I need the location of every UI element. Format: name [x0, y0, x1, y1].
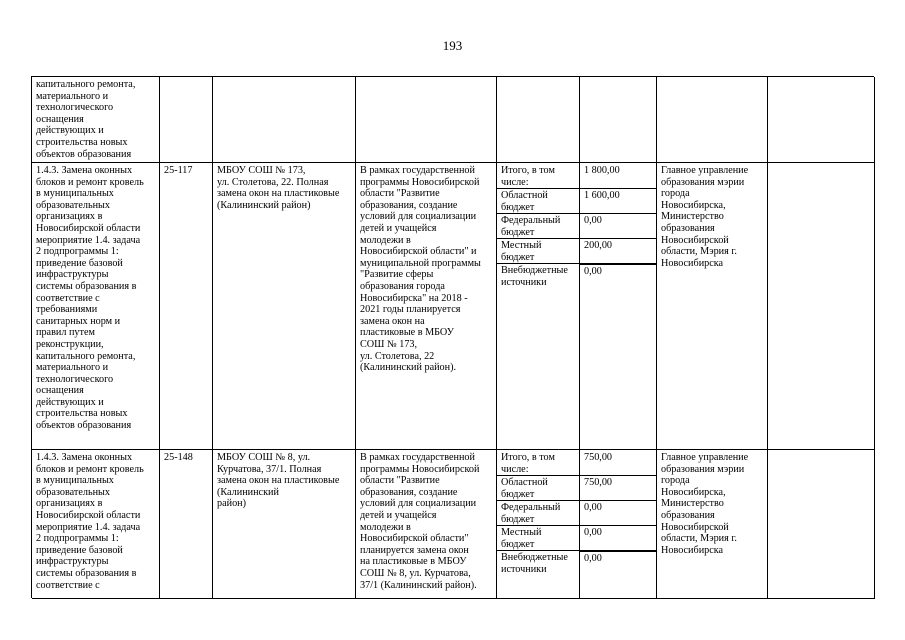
row2-source-local: Местный бюджет — [497, 525, 579, 550]
row1-source-regional: Областной бюджет — [497, 188, 579, 213]
row2-object: МБОУ СОШ № 8, ул. Курчатова, 37/1. Полная замена окон на пластиковые (Калининский район) — [213, 450, 356, 599]
continuation-cell-amount — [580, 77, 657, 163]
row2-amount-offbudget: 0,00 — [580, 550, 656, 580]
continuation-cell-source — [497, 77, 580, 163]
row1-funding-sources — [497, 163, 580, 450]
row1-amount-regional: 1 600,00 — [580, 188, 656, 213]
continuation-cell-description — [356, 77, 497, 163]
continuation-cell-activity: капитального ремонта, материального и технологического оснащения действующих и строительства новых объектов образования — [32, 77, 160, 163]
row2-code: 25-148 — [160, 450, 213, 599]
row2-amount-federal: 0,00 — [580, 500, 656, 525]
row2-description: В рамках государственной программы Новосибирской области "Развитие образования, создание условий для социализации детей и учащейся молодежи в Новосибирской области" планируется замена окон на пластиковые в МБОУ СОШ № 8, ул. Курчатова, 37/1 (Калининский район). — [356, 450, 497, 599]
continuation-cell-code — [160, 77, 213, 163]
row1-source-federal: Федеральный бюджет — [497, 213, 579, 238]
row1-code: 25-117 — [160, 163, 213, 450]
row2-amount-local: 0,00 — [580, 525, 656, 550]
row2-executor: Главное управление образования мэрии города Новосибирска, Министерство образования Новосибирской области, Мэрия г. Новосибирска — [657, 450, 768, 599]
row2-source-federal: Федеральный бюджет — [497, 500, 579, 525]
row1-amount-total: 1 800,00 — [584, 165, 620, 176]
page-number: 193 — [442, 38, 463, 53]
row2-funding-amounts — [580, 450, 657, 599]
row1-funding-amounts — [580, 163, 657, 450]
row1-extra — [768, 163, 875, 450]
row2-extra — [768, 450, 875, 599]
row2-activity: 1.4.3. Замена оконных блоков и ремонт кровель в муниципальных образовательных организациях в Новосибирской области мероприятие 1.4. задача 2 подпрограммы 1: приведение базовой инфраструктуры системы образования в соответствие с — [32, 450, 160, 599]
continuation-cell-executor — [657, 77, 768, 163]
row1-source-offbudget: Внебюджетные источники — [497, 263, 579, 293]
continuation-cell-extra — [768, 77, 875, 163]
row2-amount-total: 750,00 — [584, 452, 613, 463]
row1-activity: 1.4.3. Замена оконных блоков и ремонт кровель в муниципальных образовательных организациях в Новосибирской области мероприятие 1.4. задача 2 подпрограммы 1: приведение базовой инфраструктуры системы образования в соответствие с требованиями санитарных норм и правил путем реконструкции, капитального ремонта, материального и технологического оснащения действующих и строительства новых объектов образования — [32, 163, 160, 450]
row1-source-local: Местный бюджет — [497, 238, 579, 263]
row1-object: МБОУ СОШ № 173, ул. Столетова, 22. Полная замена окон на пластиковые (Калининский район) — [213, 163, 356, 450]
row1-description: В рамках государственной программы Новосибирской области "Развитие образования, создание условий для социализации детей и учащейся молодежи в Новосибирской области" и муниципальной программы "Развитие сферы образования города Новосибирска" на 2018 - 2021 годы планируется замена окон на пластиковые в МБОУ СОШ № 173, ул. Столетова, 22 (Калининский район). — [356, 163, 497, 450]
row1-amount-federal: 0,00 — [580, 213, 656, 238]
continuation-cell-object — [213, 77, 356, 163]
row2-source-total: Итого, в том числе: — [501, 452, 555, 475]
row1-amount-offbudget: 0,00 — [580, 263, 656, 293]
row2-funding-sources — [497, 450, 580, 599]
program-table — [31, 76, 874, 598]
row2-source-offbudget: Внебюджетные источники — [497, 550, 579, 580]
row1-amount-local: 200,00 — [580, 238, 656, 263]
row1-source-total: Итого, в том числе: — [501, 165, 555, 188]
row2-amount-regional: 750,00 — [580, 475, 656, 500]
row1-executor: Главное управление образования мэрии города Новосибирска, Министерство образования Новосибирской области, Мэрия г. Новосибирска — [657, 163, 768, 450]
row2-source-regional: Областной бюджет — [497, 475, 579, 500]
